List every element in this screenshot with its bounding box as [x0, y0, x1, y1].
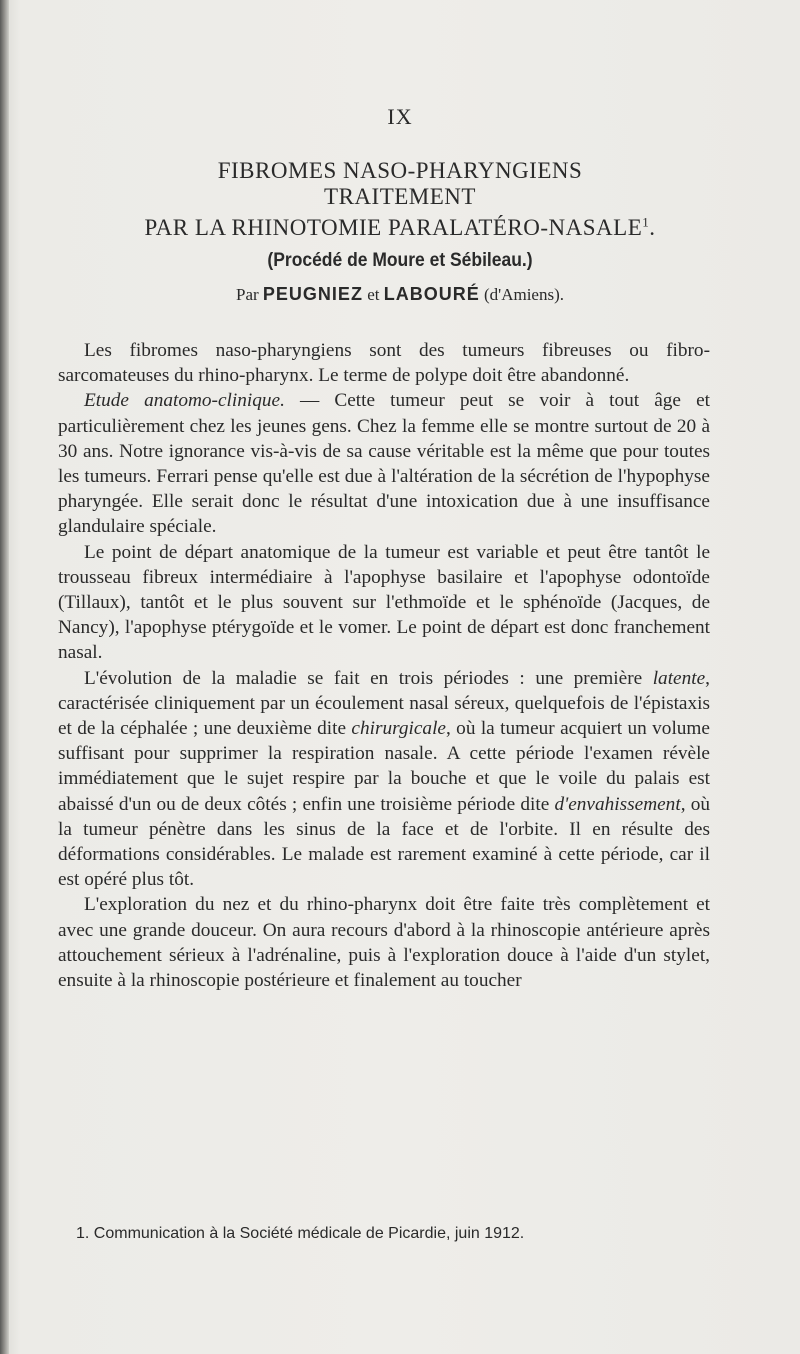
- body-text: [58, 338, 710, 993]
- page-binding-edge: [0, 0, 9, 1354]
- byline: [0, 284, 800, 305]
- term-envahissement: d'envahissement: [554, 793, 681, 815]
- chapter-number: IX: [387, 104, 413, 129]
- subtitle: (Procédé de Moure et Sébileau.): [267, 250, 533, 271]
- paragraph-2-text: — Cette tumeur peut se voir à tout âge et particulièrement chez les jeunes gens. Chez la femme elle se montre surtout de 20 à 30 ans. Notre ignorance vis-à-vis de sa cause véritable est la même que pour toutes les tumeurs. Ferrari pense qu'elle est due à l'altération de la sécrétion de l'hypophyse pharyngée. Elle serait donc le résultat d'une intoxication due à une insuffisance glandulaire spéciale.: [58, 390, 710, 538]
- title-line-3-end: .: [649, 215, 656, 240]
- paragraph-4-part-a: L'évolution de la maladie se fait en trois périodes : une première: [84, 667, 653, 689]
- title-line-1: FIBROMES NASO-PHARYNGIENS: [217, 158, 583, 183]
- title-line-3: [80, 215, 720, 241]
- paragraph-4: [58, 666, 710, 893]
- author-2: LABOURÉ: [383, 284, 480, 304]
- paragraph-5: L'exploration du nez et du rhino-pharynx doit être faite très complètement et avec une grande douceur. On aura recours d'abord à la rhinoscopie antérieure après attouchement sérieux à l'adrénaline, puis à l'exploration douce à l'aide d'un stylet, ensuite à la rhinoscopie postérieure et finalement au toucher: [58, 894, 710, 992]
- footnote-mark: 1.: [76, 1225, 90, 1242]
- term-latente: latente: [652, 667, 706, 689]
- author-1: PEUGNIEZ: [262, 284, 363, 304]
- title-line-3-text: PAR LA RHINOTOMIE PARALATÉRO-NASALE: [144, 215, 643, 240]
- paragraph-4-part-b: , caractérisée cliniquement par un écoulement nasal séreux, quelquefois de l'épistaxis et de la céphalée ; une deuxième dite: [58, 667, 710, 740]
- footnote-text: Communication à la Société médicale de Picardie, juin 1912.: [89, 1225, 525, 1242]
- paragraph-4-part-c: , où la tumeur acquiert un volume suffisant pour supprimer la respiration nasale. A cette période l'examen révèle immédiatement que le sujet respire par la bouche et que le voile du palais est abaissé d'un ou de deux côtés ; enfin une troisième période dite: [58, 718, 710, 815]
- term-chirurgicale: chirurgicale: [351, 718, 446, 740]
- paragraph-2: [58, 388, 710, 539]
- title-line-2: TRAITEMENT: [324, 184, 476, 209]
- paragraph-4-part-d: , où la tumeur pénètre dans les sinus de la face et de l'orbite. Il en résulte des déformations considérables. Le malade est rarement examiné à cette période, car il est opéré plus tôt.: [58, 793, 710, 891]
- section-heading-anatomo-clinique: Etude anatomo-clinique.: [84, 390, 285, 412]
- paragraph-3: Le point de départ anatomique de la tumeur est variable et peut être tantôt le trousseau fibreux intermédiaire à l'apophyse basilaire et l'apophyse odontoïde (Tillaux), tantôt et le plus souvent sur l'ethmoïde et le sphénoïde (Jacques, de Nancy), l'apophyse ptérygoïde et le vomer. Le point de départ est donc franchement nasal.: [58, 541, 710, 664]
- title-footnote-mark: 1: [642, 214, 650, 230]
- byline-prefix: Par: [236, 285, 259, 304]
- byline-affiliation: (d'Amiens).: [483, 285, 564, 304]
- footnote: [76, 1225, 716, 1243]
- byline-conjunction: et: [367, 285, 380, 304]
- paragraph-1: Les fibromes naso-pharyngiens sont des tumeurs fibreuses ou fibro-sarcomateuses du rhino-pharynx. Le terme de polype doit être abandonné.: [58, 340, 710, 387]
